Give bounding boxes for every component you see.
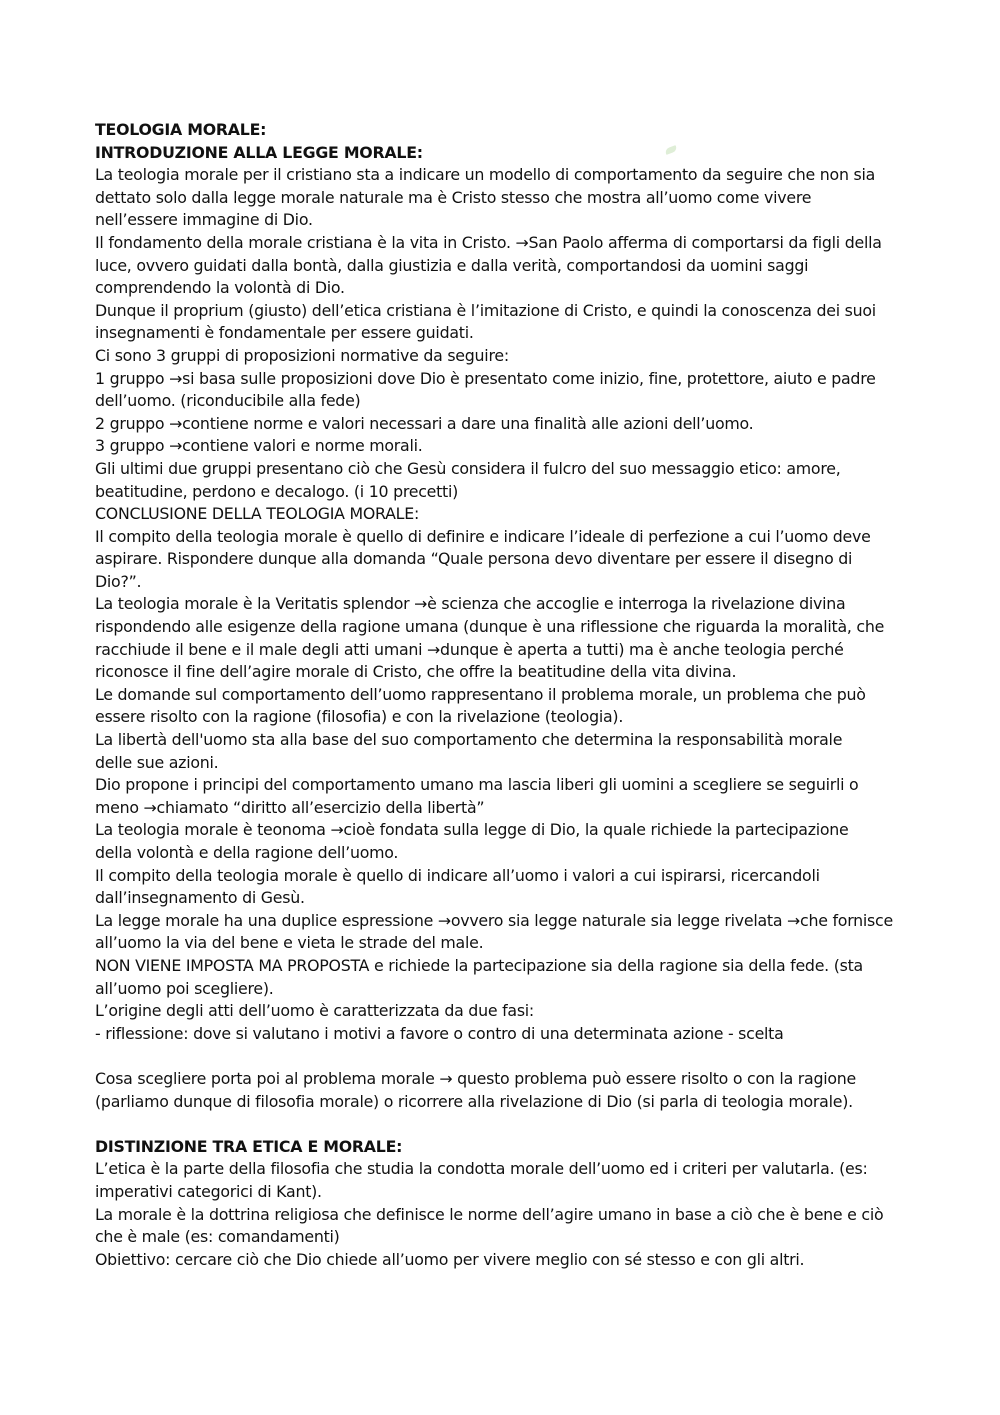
text-line: dall’insegnamento di Gesù. (95, 888, 305, 908)
text-line: luce, ovvero guidati dalla bontà, dalla giustizia e dalla verità, comportandosi da uomini saggi (95, 255, 809, 275)
text-line: Ci sono 3 gruppi di proposizioni normative da seguire: (95, 345, 509, 365)
text-line: all’uomo la via del bene e vieta le strade del male. (95, 933, 484, 953)
text-line: essere risolto con la ragione (filosofia) e con la rivelazione (teologia). (95, 707, 624, 727)
text-line: La morale è la dottrina religiosa che definisce le norme dell’agire umano in base a ciò che è bene e ciò (95, 1204, 884, 1224)
text-line: imperativi categorici di Kant). (95, 1181, 322, 1201)
text-line: nell’essere immagine di Dio. (95, 210, 313, 230)
text-line: dell’uomo. (riconducibile alla fede) (95, 391, 361, 411)
text-line: rispondendo alle esigenze della ragione umana (dunque è una riflessione che riguarda la moralità, che (95, 617, 885, 637)
document-page (95, 119, 915, 1271)
text-line: L’origine degli atti dell’uomo è caratterizzata da due fasi: (95, 1001, 535, 1021)
text-line: Il fondamento della morale cristiana è la vita in Cristo. →San Paolo afferma di comportarsi da figli della (95, 232, 882, 252)
text-line: Le domande sul comportamento dell’uomo rappresentano il problema morale, un problema che può (95, 684, 866, 704)
text-line: La teologia morale è teonoma →cioè fondata sulla legge di Dio, la quale richiede la partecipazione (95, 820, 849, 840)
text-line: riconosce il fine dell’agire morale di Cristo, che offre la beatitudine della vita divina. (95, 662, 737, 682)
blank-line (95, 1113, 915, 1136)
text-line: racchiude il bene e il male degli atti umani →dunque è aperta a tutti) ma è anche teologia perché (95, 639, 844, 659)
text-line: La legge morale ha una duplice espressione →ovvero sia legge naturale sia legge rivelata →che fornisce (95, 910, 893, 930)
section-heading: INTRODUZIONE ALLA LEGGE MORALE: (95, 142, 423, 162)
text-line: NON VIENE IMPOSTA MA PROPOSTA e richiede la partecipazione sia della ragione sia della fede. (sta (95, 955, 863, 975)
text-line: 3 gruppo →contiene valori e norme morali. (95, 436, 423, 456)
text-line: Gli ultimi due gruppi presentano ciò che Gesù considera il fulcro del suo messaggio etico: amore, (95, 458, 841, 478)
text-line: 2 gruppo →contiene norme e valori necessari a dare una finalità alle azioni dell’uomo. (95, 413, 754, 433)
text-line: all’uomo poi scegliere). (95, 978, 274, 998)
text-line: Cosa scegliere porta poi al problema morale → questo problema può essere risolto o con la ragione (95, 1068, 857, 1088)
text-line: aspirare. Rispondere dunque alla domanda “Quale persona devo diventare per essere il disegno di (95, 549, 853, 569)
text-line: della volontà e della ragione dell’uomo. (95, 843, 399, 862)
section-heading: DISTINZIONE TRA ETICA E MORALE: (95, 1136, 403, 1156)
text-line: Obiettivo: cercare ciò che Dio chiede all’uomo per vivere meglio con sé stesso e con gli altri. (95, 1249, 805, 1269)
text-line: beatitudine, perdono e decalogo. (i 10 precetti) (95, 481, 459, 501)
text-line: insegnamenti è fondamentale per essere guidati. (95, 323, 474, 343)
text-line: Il compito della teologia morale è quello di indicare all’uomo i valori a cui ispirarsi, ricercandoli (95, 865, 820, 885)
text-line: La libertà dell'uomo sta alla base del suo comportamento che determina la responsabilità morale (95, 730, 843, 750)
text-line: CONCLUSIONE DELLA TEOLOGIA MORALE: (95, 504, 420, 524)
text-line: - riflessione: dove si valutano i motivi a favore o contro di una determinata azione - scelta (95, 1023, 784, 1043)
text-line: 1 gruppo →si basa sulle proposizioni dove Dio è presentato come inizio, fine, protettore, aiuto e padre (95, 368, 876, 388)
blank-line (95, 1045, 915, 1068)
text-line: La teologia morale è la Veritatis splendor →è scienza che accoglie e interroga la rivelazione divina (95, 594, 846, 614)
text-line: Il compito della teologia morale è quello di definire e indicare l’ideale di perfezione a cui l’uomo deve (95, 526, 871, 546)
text-line: dettato solo dalla legge morale naturale ma è Cristo stesso che mostra all’uomo come vivere (95, 187, 812, 207)
text-line: Dunque il proprium (giusto) dell’etica cristiana è l’imitazione di Cristo, e quindi la conoscenza dei suoi (95, 300, 876, 320)
text-line: che è male (es: comandamenti) (95, 1227, 340, 1247)
document-title: TEOLOGIA MORALE: (95, 120, 267, 139)
text-line: delle sue azioni. (95, 752, 219, 772)
text-line: comprendendo la volontà di Dio. (95, 278, 345, 298)
text-line: (parliamo dunque di filosofia morale) o ricorrere alla rivelazione di Dio (si parla di teologia morale). (95, 1091, 853, 1111)
text-line: La teologia morale per il cristiano sta a indicare un modello di comportamento da seguire che non sia (95, 165, 876, 185)
text-line: L’etica è la parte della filosofia che studia la condotta morale dell’uomo ed i criteri per valutarla. (es: (95, 1159, 868, 1179)
text-line: meno →chiamato “diritto all’esercizio della libertà” (95, 797, 485, 817)
text-line: Dio?”. (95, 571, 142, 591)
text-line: Dio propone i principi del comportamento umano ma lascia liberi gli uomini a scegliere se seguirli o (95, 775, 859, 795)
